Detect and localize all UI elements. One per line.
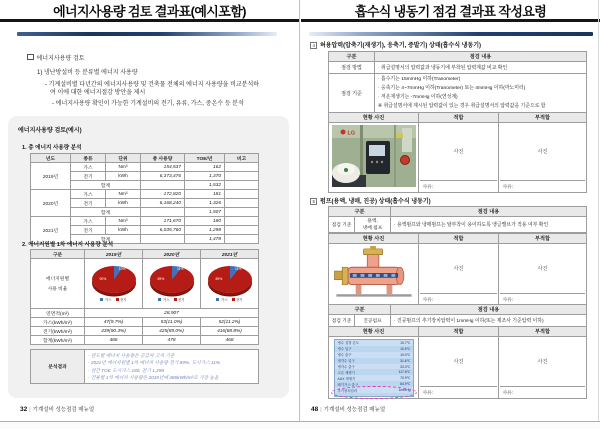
row-label: 연면적(m²) [31, 309, 85, 318]
analysis-table [30, 349, 259, 384]
section4-marker: 4 [310, 42, 317, 49]
total-label-cell: 합계 [71, 208, 141, 217]
col-header: 구분 [329, 207, 391, 217]
display-row: 배기가스 출구 84.9℃ [337, 382, 411, 387]
cell [225, 163, 259, 172]
table-row [329, 73, 587, 113]
pie-row [31, 259, 259, 309]
cell: Nm³ [106, 190, 141, 199]
col-header: 2021년 [201, 250, 259, 259]
analysis-label: 분석결과 [31, 350, 85, 384]
table-row [329, 336, 587, 398]
cell [225, 199, 259, 208]
photo-placeholder: 사진 [537, 359, 548, 365]
table-row [329, 122, 587, 192]
col-header: 비고 [225, 154, 259, 163]
value-cell: 1,298 [185, 226, 225, 235]
page-footer: 32 | 기계설비 성능점검 매뉴얼 [20, 406, 95, 413]
row-label: 점검 기준 [329, 216, 355, 232]
pump-criteria-text: · 용액펌프와 냉매펌프는 탈부착이 용이하도록 앵글밸브가 적용 여부 확인 [391, 216, 587, 232]
value-cell: 53(11.0%) [143, 318, 201, 327]
table-row [31, 190, 259, 199]
elec-legend-swatch [174, 298, 177, 301]
value-cell: 1,370 [185, 172, 225, 181]
col-header: 적합 [419, 234, 499, 244]
pass-cell [419, 243, 499, 305]
gas-legend-swatch [100, 298, 103, 301]
cell: 전기 [71, 226, 106, 235]
bullet-line: 여 이에 대한 에너지절감 방안을 제시 [50, 90, 146, 96]
page-divider [299, 0, 300, 421]
display-row: AUX 재생기 70.9℃ [335, 375, 413, 381]
value-cell: 171,670 [141, 217, 185, 226]
frame-right [598, 0, 599, 421]
row-label: 점검 기준 [329, 73, 375, 113]
cell: 전기 [71, 199, 106, 208]
display-row: 냉수 출구 10.0℃ [335, 352, 413, 358]
gradient-bar [309, 32, 593, 36]
fail-cell [499, 336, 587, 398]
title-rule [0, 19, 299, 22]
table-row [31, 327, 259, 336]
header-row [329, 327, 587, 337]
analysis-line: - 건물별 1차 에너지 사용량은 2019년에 486kWh/m²로 가장 높음 [88, 374, 219, 380]
year-cell: 2019년 [31, 163, 71, 190]
bullet-line: - 기계설비별 다년간의 에너지사용량 및 건축물 전체의 에너지 사용량을 비교분석하 [45, 82, 260, 88]
reason-label: 사유: [420, 180, 497, 191]
control-display-image [334, 339, 414, 397]
value-cell: 486 [85, 336, 143, 345]
cell: kWh [106, 226, 141, 235]
value-cell: 416(88.8%) [201, 327, 259, 336]
table-row [329, 314, 587, 326]
display-row-highlighted: 추기장치압력 1mmHg [335, 387, 413, 393]
page-title: 에너지사용량 검토 결과표(예시포함) [53, 4, 246, 19]
pie-chart-2021 [201, 259, 259, 309]
page-title: 흡수식 냉동기 점검 결과표 작성요령 [354, 4, 547, 19]
footer-text: 기계설비 성능점검 매뉴얼 [32, 407, 95, 413]
cell [225, 235, 259, 244]
cell [225, 208, 259, 217]
photo-table-pump [328, 233, 587, 306]
header-row [329, 305, 587, 315]
value-cell: 1,532 [185, 181, 225, 190]
chiller-photo-image [332, 125, 416, 187]
primary-energy-table [30, 249, 259, 345]
cell: kWh [106, 172, 141, 181]
year-cell: 2020년 [31, 190, 71, 217]
pass-cell [419, 336, 499, 398]
vacuum-check-table [328, 304, 587, 327]
display-row: 고온 재생기 117.6℃ [337, 370, 411, 375]
elec-percent-label: 90% [99, 276, 107, 281]
elec-percent-label: 89% [215, 276, 223, 281]
reason-label: 사유: [420, 386, 497, 397]
value-cell: 6,373,476 [141, 172, 185, 181]
value-cell: 478 [143, 336, 201, 345]
example-box-heading: 에너지사용량 검토(예시) [18, 128, 82, 134]
section5-heading: 5 펌프(용액, 냉매, 진공) 상태(흡수식 냉동기) [310, 196, 431, 205]
check-criteria-text: · 흡수기는 15mmHg 이하(Tranometer) · 응축기는 4~7mmHg 이하(Tranometer) 또는 4mmHg 이하(마노미터) · 저온재생기는 -7mmHg 이하(연성계) ※ 취급설명서에 제시된 압력값이 있는 경우 취급설명서의 압력값을 기준으로 함 [375, 73, 587, 113]
col-header: 총 사용량 [141, 154, 185, 163]
photo-placeholder: 사진 [453, 149, 464, 155]
list-item: 1) 냉난방설비 등 분류별 에너지 사용량 [37, 70, 138, 76]
cell: kWh [106, 199, 141, 208]
table-row [31, 350, 259, 384]
col-header: 부적합 [499, 113, 587, 123]
value-cell: 47(9.7%) [85, 318, 143, 327]
reason-label: 사유: [420, 293, 497, 304]
page-footer: 48 | 기계설비 성능점검 매뉴얼 [311, 406, 386, 413]
value-cell: 6,035,760 [141, 226, 185, 235]
table-row [31, 163, 259, 172]
value-cell: 468 [201, 336, 259, 345]
col-header: 구분 [329, 305, 391, 315]
cell: 가스 [71, 217, 106, 226]
value-cell: 162 [185, 163, 225, 172]
bullet-line: - 에너지사용량 확인이 가능한 기계설비의 전기, 유류, 가스, 중온수 등 분석 [52, 101, 244, 107]
value-cell: 180 [185, 217, 225, 226]
analysis-line: - 2021년 에너지원별 1차 에너지 사용량 전기 89%, 도시가스 11% [88, 360, 221, 366]
display-row: 냉수 입구 10.5℃ [337, 346, 411, 352]
page-number: 48 [311, 406, 319, 413]
year-cell: 2021년 [31, 217, 71, 244]
section4-heading: 4 허용압력(압축기(재생기), 응축기, 증발기) 상태(흡수식 냉동기) [310, 40, 481, 49]
table-row [329, 61, 587, 73]
table-row [31, 309, 259, 318]
elec-legend-swatch [116, 298, 119, 301]
col-header: 종류 [71, 154, 106, 163]
gas-percent-label: 10% [118, 266, 126, 271]
cell [225, 217, 259, 226]
control-display-photo [329, 336, 419, 398]
cell: 가스 [71, 163, 106, 172]
col-header: 점검 내용 [375, 52, 587, 62]
value-cell: 1,507 [185, 208, 225, 217]
svg-text:LG: LG [347, 130, 356, 137]
header-row [31, 154, 259, 163]
photo-placeholder: 사진 [453, 359, 464, 365]
pump-check-table [328, 206, 587, 233]
table-row [31, 217, 259, 226]
col-header: 구분 [31, 250, 85, 259]
row-label: 가스(kWh/m²) [31, 318, 85, 327]
pie-legend: 가스 전기 [100, 297, 126, 302]
value-cell: 154,537 [141, 163, 185, 172]
col-header: TOE/년 [185, 154, 225, 163]
reason-label: 사유: [500, 293, 585, 304]
cell [225, 172, 259, 181]
header-row [329, 234, 587, 244]
col-header: 현황 사진 [329, 327, 419, 337]
cell [225, 190, 259, 199]
col-header: 단위 [106, 154, 141, 163]
row-sublabel: 용액, 냉매 펌프 [355, 216, 391, 232]
pie-2021 [208, 266, 252, 293]
pressure-check-table [328, 51, 587, 114]
cell [141, 235, 185, 244]
value-cell: 28,907 [85, 309, 259, 318]
table-row [329, 216, 587, 232]
fail-cell [499, 122, 587, 192]
value-cell: 1,326 [185, 199, 225, 208]
col-header: 2020년 [143, 250, 201, 259]
ratio-label-cell: 에너지원별 사용 비율 [31, 259, 85, 309]
reason-label: 사유: [500, 386, 585, 397]
cell: 전기 [71, 172, 106, 181]
frame-bottom [0, 421, 600, 422]
value-cell: 439(90.3%) [85, 327, 143, 336]
analysis-content [85, 350, 259, 384]
chiller-photo [329, 122, 419, 192]
photo-placeholder: 사진 [537, 149, 548, 155]
col-header: 구분 [329, 52, 375, 62]
header-row [329, 113, 587, 123]
page-left [0, 0, 299, 421]
col-header: 년도 [31, 154, 71, 163]
gradient-bar [17, 32, 277, 36]
analysis-line: - 연간 TOE 도시가스 180, 전기 1,298 [88, 367, 165, 373]
value-cell: 1,478 [185, 235, 225, 244]
section1-title: 1. 총 에너지 사용량 분석 [22, 145, 82, 151]
checkbox-icon [27, 54, 34, 61]
value-cell: 425(89.0%) [143, 327, 201, 336]
vacuum-criteria-text: · 진공펌프의 추기장치압력이 1mmHg 이하(또는 제조사 기준압력 이하) [391, 314, 587, 326]
display-row: 냉수 설정 온도 10.7℃ [335, 340, 413, 346]
value-cell: 6,168,240 [141, 199, 185, 208]
pump-diagram-image [332, 246, 416, 300]
gas-percent-label: 11% [234, 266, 242, 271]
row-label: 점검 방법 [329, 61, 375, 73]
photo-placeholder: 사진 [537, 266, 548, 272]
cell [141, 208, 185, 217]
pump-diagram [329, 243, 419, 305]
cell: 가스 [71, 190, 106, 199]
fail-cell [499, 243, 587, 305]
cell: Nm³ [106, 217, 141, 226]
gas-percent-label: 11% [176, 266, 184, 271]
col-header: 2019년 [85, 250, 143, 259]
check-item: 에너지사용량 검토 [27, 53, 85, 62]
elec-legend-swatch [232, 298, 235, 301]
col-header: 부적합 [499, 234, 587, 244]
total-energy-table [30, 153, 259, 244]
col-header: 점검 내용 [391, 207, 587, 217]
pass-cell [419, 122, 499, 192]
pie-chart-2019 [85, 259, 143, 309]
col-header: 적합 [419, 113, 499, 123]
header-row [31, 250, 259, 259]
row-sublabel: 진공펌프 [355, 314, 391, 326]
check-method-text: · 취급설명서의 압력값과 냉동기에 부착된 압력계값 비교 확인 [375, 61, 587, 73]
page-number: 32 [20, 406, 28, 413]
cell [225, 181, 259, 190]
cell [225, 226, 259, 235]
page-right [301, 0, 600, 421]
col-header: 적합 [419, 327, 499, 337]
photo-placeholder: 사진 [453, 266, 464, 272]
table-row [31, 318, 259, 327]
pie-2020 [150, 266, 194, 293]
table-row [329, 243, 587, 305]
reason-label: 사유: [500, 180, 585, 191]
table-row [31, 336, 259, 345]
section2-title: 2. 에너지원별 1차 에너지 사용량 분석 [22, 242, 114, 248]
gas-legend-swatch [216, 298, 219, 301]
row-label: 점검 기준 [329, 314, 355, 326]
col-header: 부적합 [499, 327, 587, 337]
analysis-line: - 연도별 에너지 사용량은 공급자 고지 기준 [88, 353, 175, 358]
value-cell: 172,820 [141, 190, 185, 199]
col-header: 현황 사진 [329, 113, 419, 123]
header-row [329, 52, 587, 62]
photo-table-vacuum [328, 326, 587, 399]
section5-marker: 5 [310, 198, 317, 205]
display-row: 냉각수 출구 33.3℃ [335, 364, 413, 370]
example-box [8, 116, 289, 398]
col-header: 현황 사진 [329, 234, 419, 244]
value-cell: 52(11.2%) [201, 318, 259, 327]
header-row [329, 207, 587, 217]
total-label-cell: 합계 [71, 235, 141, 244]
pie-chart-2020 [143, 259, 201, 309]
gas-legend-swatch [158, 298, 161, 301]
footer-text: 기계설비 성능점검 매뉴얼 [323, 407, 386, 413]
photo-table-pressure [328, 112, 587, 193]
display-row: 냉각수 입구 31.6℃ [337, 358, 411, 364]
pie-legend: 가스 전기 [216, 297, 242, 302]
cell [141, 181, 185, 190]
row-label: 합계(kWh/m²) [31, 336, 85, 345]
col-header: 점검 내용 [391, 305, 587, 315]
value-cell: 181 [185, 190, 225, 199]
total-label-cell: 합계 [71, 181, 141, 190]
elec-percent-label: 89% [157, 276, 165, 281]
title-rule [301, 19, 600, 22]
pie-2019 [92, 266, 136, 293]
cell: Nm³ [106, 163, 141, 172]
row-label: 전기(kWh/m²) [31, 327, 85, 336]
pie-legend: 가스 전기 [158, 297, 184, 302]
